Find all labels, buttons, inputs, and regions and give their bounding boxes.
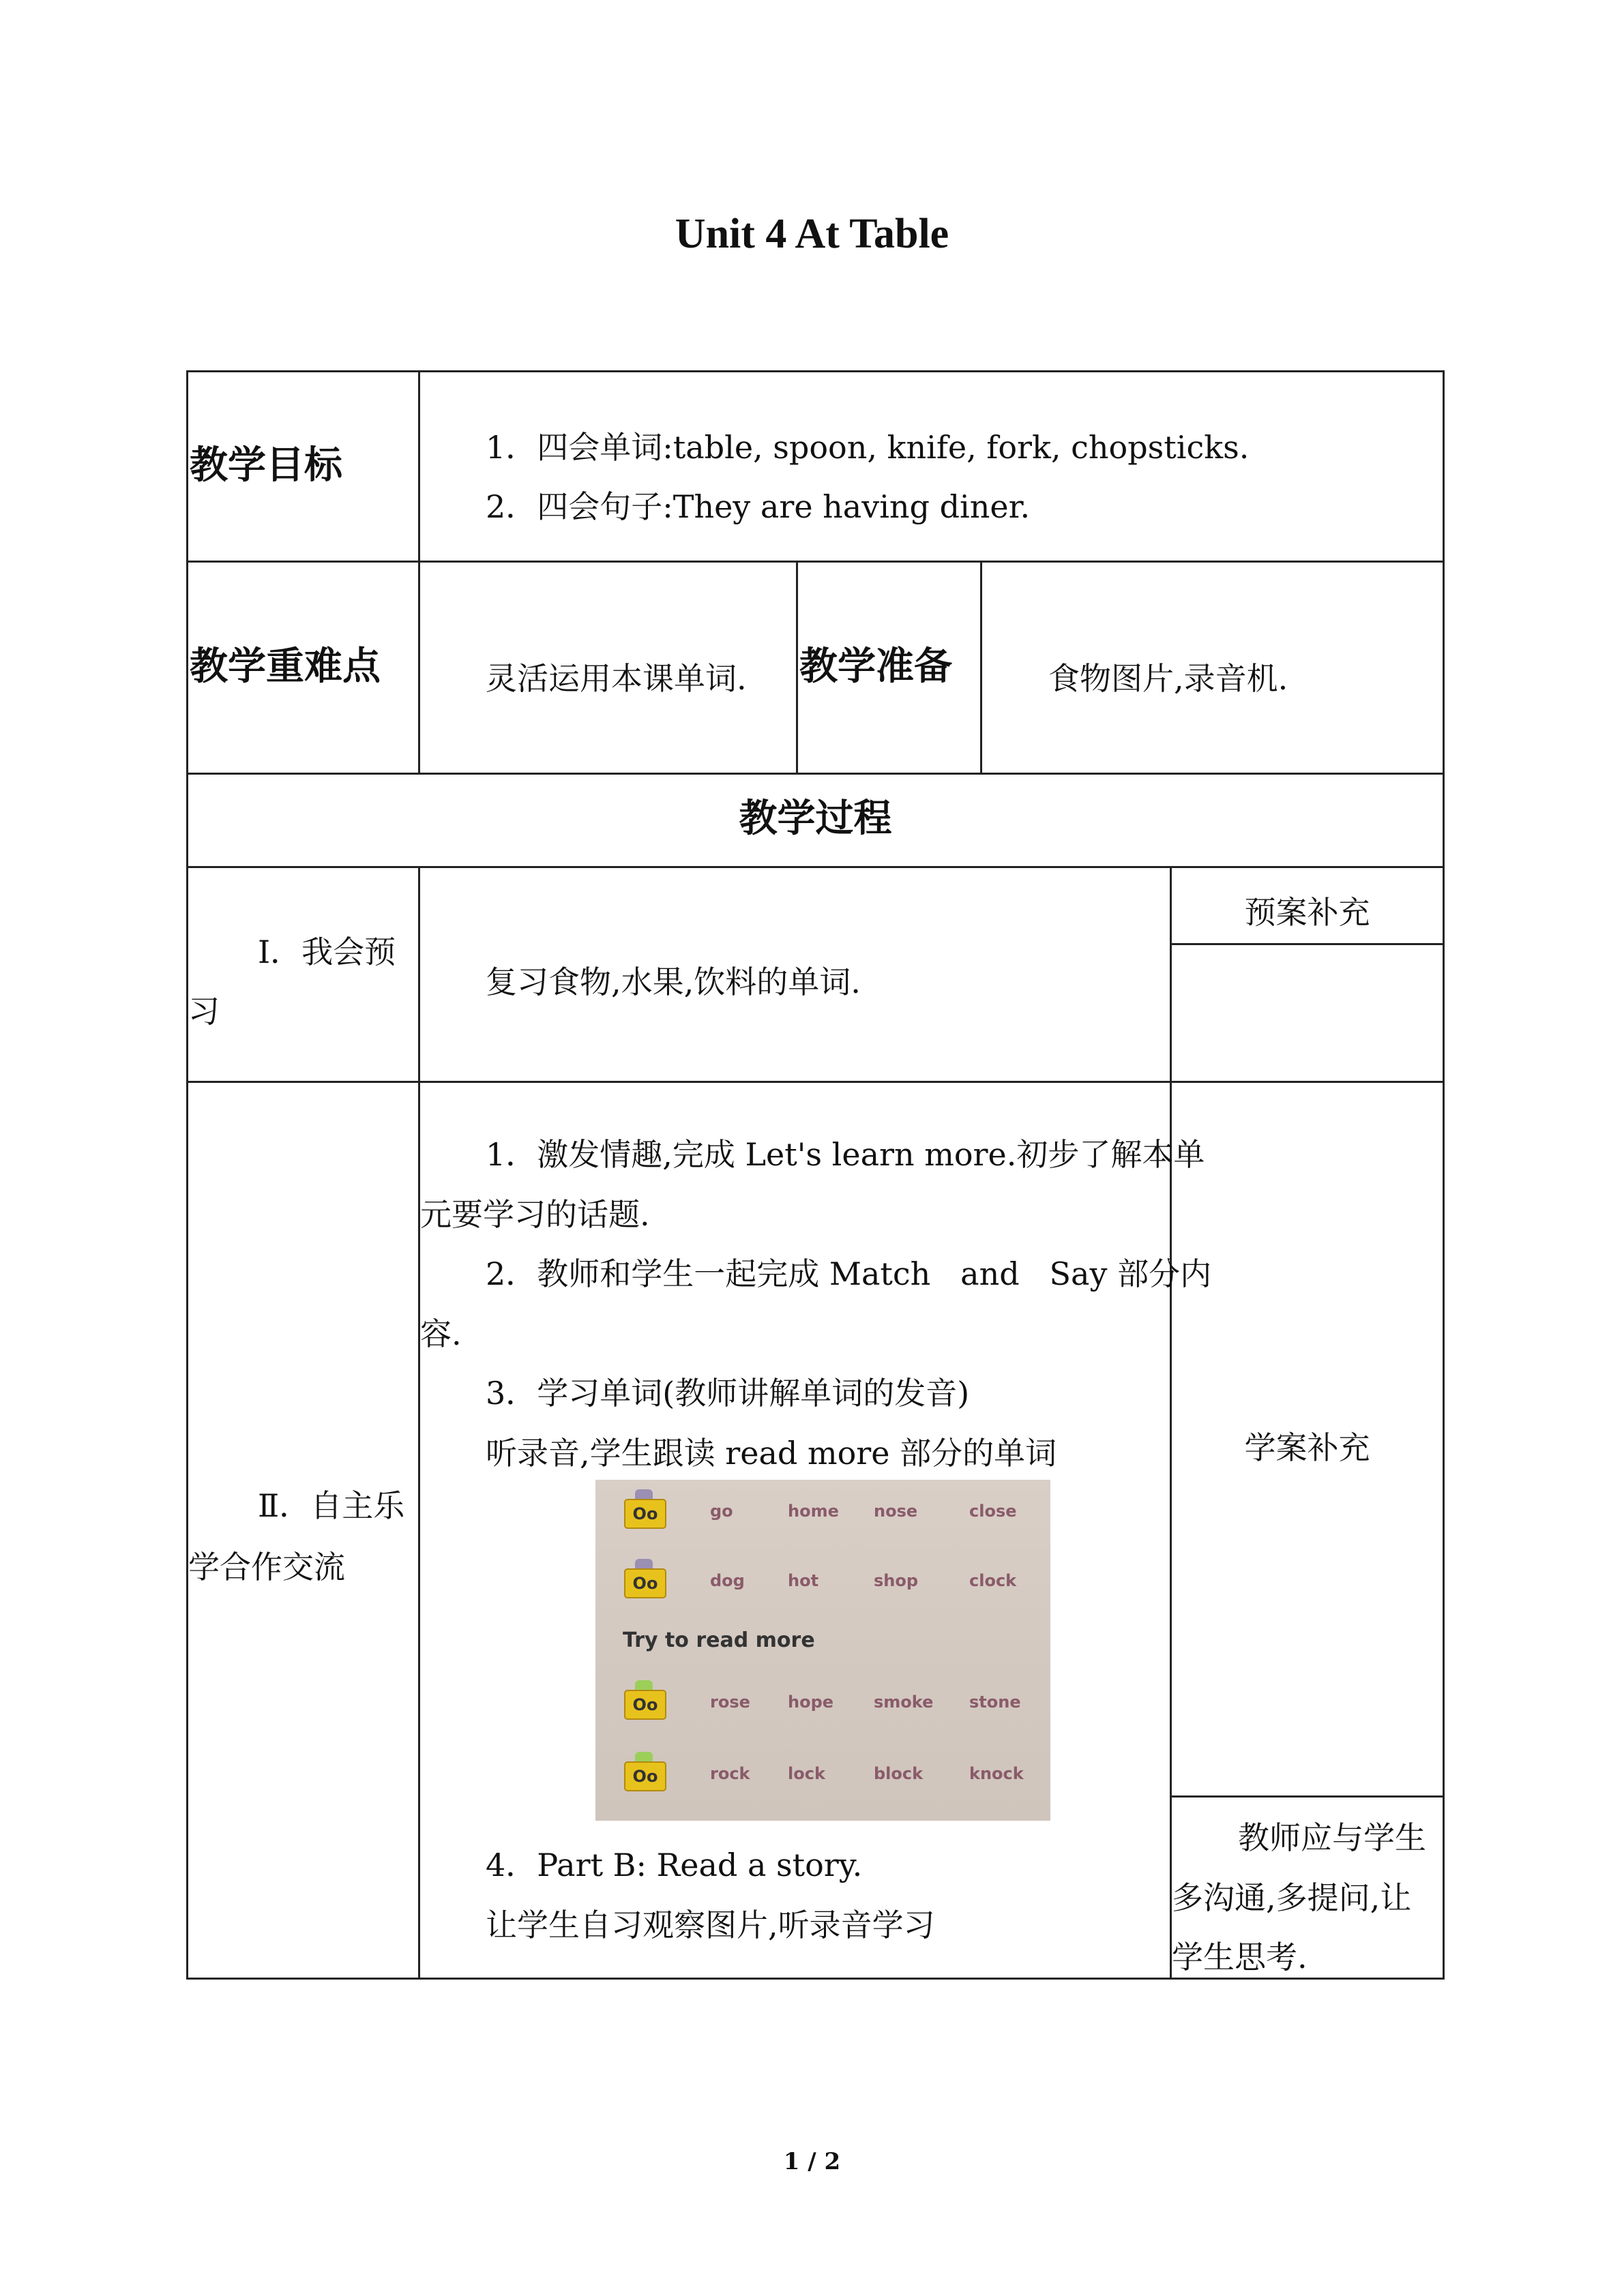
phonics-word: go bbox=[710, 1502, 733, 1521]
phonics-word: close bbox=[969, 1502, 1017, 1521]
phonics-row bbox=[595, 1756, 1050, 1797]
key-points-value: 灵活运用本课单词. bbox=[486, 660, 747, 697]
owl-icon bbox=[635, 1559, 653, 1568]
phonics-row bbox=[595, 1493, 1050, 1534]
page-title: Unit 4 At Table bbox=[675, 211, 949, 257]
phonics-badge: Oo bbox=[624, 1690, 666, 1720]
frog-icon bbox=[635, 1752, 653, 1761]
section2-note-line-3: 学生思考. bbox=[1172, 1939, 1308, 1976]
objectives-label: 教学目标 bbox=[190, 443, 342, 488]
phonics-word: rose bbox=[710, 1693, 750, 1712]
section2-note-line-1: 教师应与学生 bbox=[1238, 1819, 1426, 1856]
section1-label-line2: 习 bbox=[188, 993, 220, 1030]
section2-note-main: 学案补充 bbox=[1244, 1429, 1370, 1466]
preparation-label: 教学准备 bbox=[799, 644, 952, 689]
phonics-row bbox=[595, 1563, 1050, 1604]
phonics-word: knock bbox=[969, 1764, 1024, 1783]
phonics-row bbox=[595, 1684, 1050, 1725]
section1-note-header: 预案补充 bbox=[1244, 894, 1370, 931]
section2-line-1: 1．激发情趣,完成 Let's learn more.初步了解本单 bbox=[486, 1136, 1205, 1173]
phonics-word: home bbox=[788, 1502, 839, 1521]
phonics-badge: Oo bbox=[624, 1761, 666, 1791]
phonics-word: block bbox=[874, 1764, 924, 1783]
phonics-image bbox=[595, 1480, 1050, 1821]
preparation-value: 食物图片,录音机. bbox=[1048, 660, 1288, 697]
phonics-word: hot bbox=[788, 1571, 819, 1590]
section2-line-5: 3．学习单词(教师讲解单词的发音) bbox=[486, 1375, 970, 1412]
section2-line-7: 4．Part B: Read a story. bbox=[486, 1847, 863, 1883]
phonics-word: nose bbox=[874, 1502, 918, 1521]
section2-label-line2: 学合作交流 bbox=[188, 1549, 345, 1585]
section2-label-line1: Ⅱ．自主乐 bbox=[258, 1487, 405, 1524]
section2-line-6: 听录音,学生跟读 read more 部分的单词 bbox=[486, 1435, 1057, 1472]
phonics-word: stone bbox=[969, 1693, 1021, 1712]
phonics-word: clock bbox=[969, 1571, 1017, 1590]
section2-line-3: 2．教师和学生一起完成 Match and Say 部分内 bbox=[486, 1255, 1212, 1292]
phonics-word: shop bbox=[874, 1571, 919, 1590]
section2-line-4: 容. bbox=[420, 1315, 462, 1352]
section1-label-line1: Ⅰ．我会预 bbox=[258, 934, 396, 970]
phonics-word: lock bbox=[788, 1764, 825, 1783]
section2-note-line-2: 多沟通,多提问,让 bbox=[1172, 1879, 1412, 1916]
phonics-word: hope bbox=[788, 1693, 834, 1712]
section2-line-2: 元要学习的话题. bbox=[420, 1196, 650, 1233]
phonics-badge: Oo bbox=[624, 1568, 666, 1598]
page-number: 1 / 2 bbox=[783, 2148, 841, 2175]
objective-item-2: 2．四会句子:They are having diner. bbox=[486, 488, 1031, 525]
key-points-label: 教学重难点 bbox=[190, 644, 381, 689]
owl-icon bbox=[635, 1489, 653, 1499]
section2-line-8: 让学生自习观察图片,听录音学习 bbox=[486, 1907, 935, 1943]
process-heading: 教学过程 bbox=[739, 796, 892, 841]
section1-content: 复习食物,水果,饮料的单词. bbox=[486, 964, 861, 1000]
frog-icon bbox=[635, 1680, 653, 1690]
objective-item-1: 1．四会单词:table, spoon, knife, fork, chopsticks. bbox=[486, 429, 1250, 466]
phonics-word: dog bbox=[710, 1571, 745, 1590]
phonics-subtitle: Try to read more bbox=[623, 1628, 815, 1652]
phonics-word: smoke bbox=[874, 1693, 934, 1712]
phonics-word: rock bbox=[710, 1764, 750, 1783]
phonics-badge: Oo bbox=[624, 1499, 666, 1529]
